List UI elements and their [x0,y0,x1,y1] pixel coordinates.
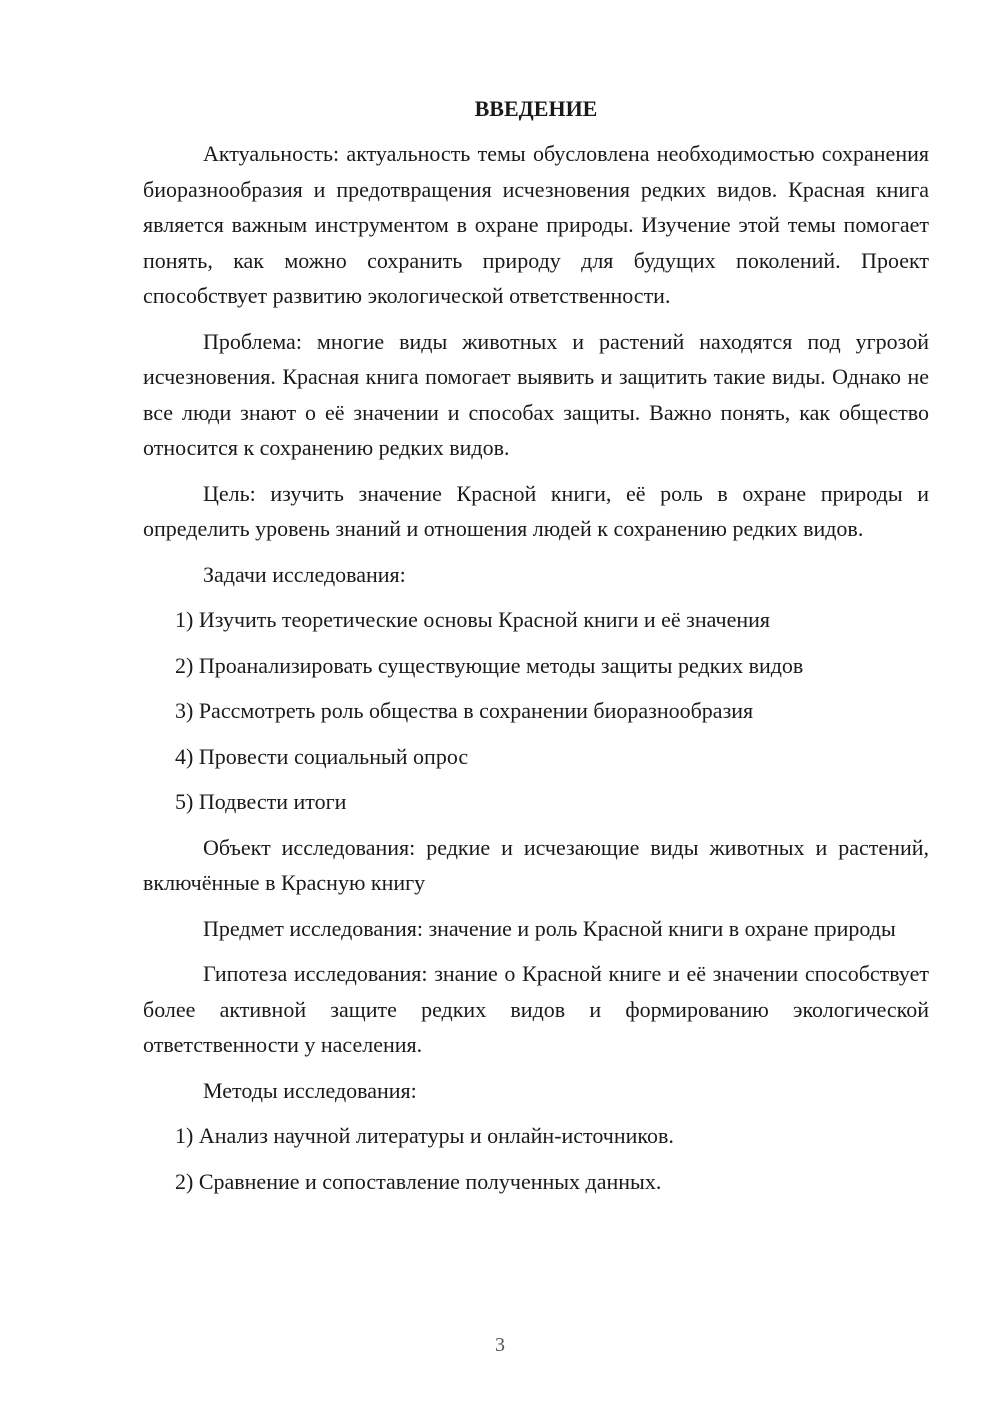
subject-paragraph: Предмет исследования: значение и роль Красной книги в охране природы [203,915,896,941]
task-item: 2) Проанализировать существующие методы защиты редких видов [175,652,804,678]
task-item: 3) Рассмотреть роль общества в сохранении биоразнообразия [175,698,754,723]
task-item: 1) Изучить теоретические основы Красной книги и её значения [175,607,771,632]
task-item: 5) Подвести итоги [175,789,347,814]
method-item: 1) Анализ научной литературы и онлайн-источников. [175,1123,674,1148]
document-title: ВВЕДЕНИЕ [474,96,598,121]
object-paragraph: Объект исследования: редкие и исчезающие виды животных и растений, включённые в Красную книгу [143,834,929,895]
document-page [143,92,929,1209]
tasks-heading: Задачи исследования: [203,561,406,587]
relevance-paragraph: Актуальность: актуальность темы обусловлена необходимостью сохранения биоразнообразия и предотвращения исчезновения редких видов. Красная книга является важным инструментом в охране природы. Изучение этой темы помогает понять, как можно сохранить природу для будущих поколений. Проект способствует развитию экологической ответственности. [143,141,929,308]
task-item: 4) Провести социальный опрос [175,743,469,769]
goal-paragraph: Цель: изучить значение Красной книги, её роль в охране природы и определить уровень знаний и отношения людей к сохранению редких видов. [143,480,929,541]
page-number: 3 [495,1334,505,1356]
hypothesis-paragraph: Гипотеза исследования: знание о Красной книге и её значении способствует более активной защите редких видов и формированию экологической ответственности у населения. [143,961,929,1057]
methods-heading: Методы исследования: [203,1077,417,1103]
method-item: 2) Сравнение и сопоставление полученных данных. [175,1168,662,1194]
methods-list [143,1118,929,1199]
tasks-list [143,602,929,820]
problem-paragraph: Проблема: многие виды животных и растений находятся под угрозой исчезновения. Красная книга помогает выявить и защитить такие виды. Однако не все люди знают о её значении и способах защиты. Важно понять, как общество относится к сохранению редких видов. [143,328,929,460]
